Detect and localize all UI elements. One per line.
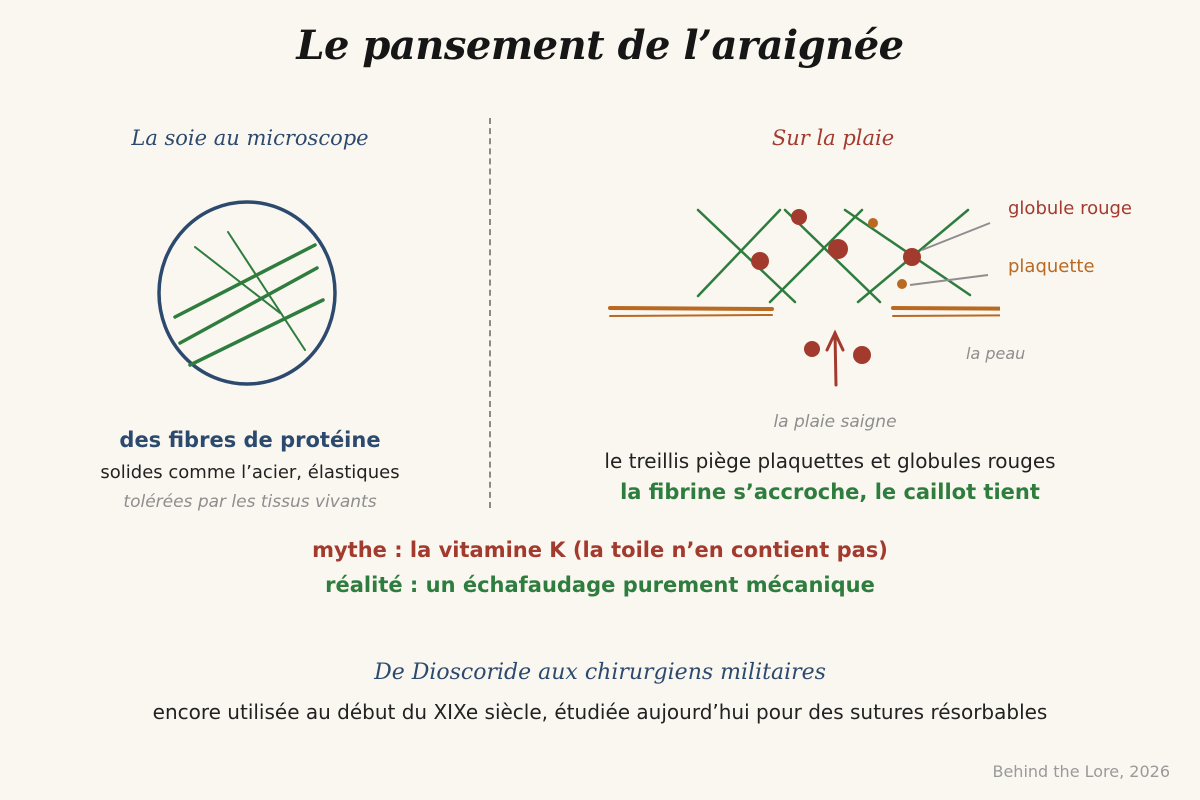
panel-divider — [489, 118, 491, 508]
red-blood-cell-label: globule rouge — [1008, 198, 1132, 219]
bleeding-arrow — [827, 333, 843, 385]
skin-layer — [610, 308, 1000, 316]
callout-line-plaquette — [910, 275, 988, 285]
fibrin-clot-text: la fibrine s’accroche, le caillot tient — [620, 480, 1040, 504]
history-heading: De Dioscoride aux chirurgiens militaires — [374, 660, 826, 685]
microscope-lens-circle — [159, 202, 335, 384]
bleeding-label: la plaie saigne — [773, 412, 897, 432]
wound-heading: Sur la plaie — [771, 126, 895, 150]
microscope-illustration — [150, 195, 350, 395]
protein-fibers-text: des fibres de protéine — [119, 428, 381, 452]
tolerance-text: tolérées par les tissus vivants — [123, 492, 377, 512]
silk-fiber — [195, 247, 280, 313]
red-blood-cell — [828, 239, 848, 259]
silk-fiber — [228, 232, 305, 350]
platelet-label: plaquette — [1008, 256, 1095, 277]
red-blood-cell — [853, 346, 871, 364]
footer-credit: Behind the Lore, 2026 — [992, 762, 1170, 781]
lattice-traps-text: le treillis piège plaquettes et globules rouges — [604, 449, 1056, 473]
myth-statement: mythe : la vitamine K (la toile n’en contient pas) — [312, 538, 888, 562]
red-blood-cell — [791, 209, 807, 225]
platelet — [897, 279, 907, 289]
reality-statement: réalité : un échafaudage purement mécanique — [325, 573, 875, 597]
red-blood-cell — [751, 252, 769, 270]
page-title: Le pansement de l’araignée — [296, 22, 904, 69]
red-blood-cell — [804, 341, 820, 357]
callout-line-globule — [922, 223, 990, 250]
history-text: encore utilisée au début du XIXe siècle, étudiée aujourd’hui pour des sutures résorbables — [152, 700, 1048, 724]
skin-label: la peau — [966, 344, 1026, 363]
strength-text: solides comme l’acier, élastiques — [100, 462, 400, 483]
red-blood-cell — [903, 248, 921, 266]
silk-fiber — [190, 300, 323, 365]
wound-illustration — [600, 190, 1000, 400]
platelet — [868, 218, 878, 228]
microscope-heading: La soie au microscope — [131, 126, 369, 150]
